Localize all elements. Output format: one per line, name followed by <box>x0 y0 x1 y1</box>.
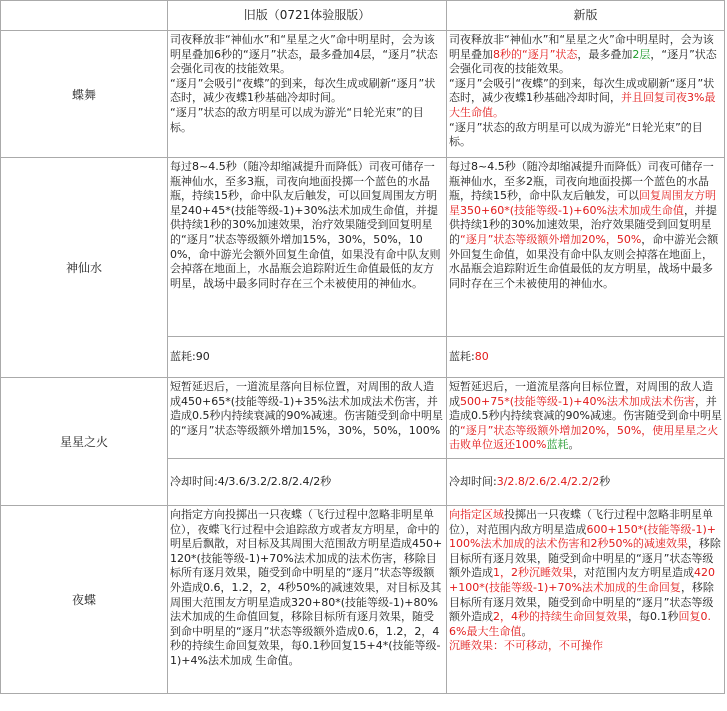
spark-new <box>447 378 725 459</box>
elixir-old-cost: 蓝耗:90 <box>168 337 447 378</box>
changed-text: 2，4秒的持续生命回复效果 <box>493 610 628 624</box>
header-new-version: 新版 <box>447 1 725 31</box>
changed-text: 回复0.6%最大生命值 <box>449 610 711 638</box>
text-segment: ，移除目标所有逐月效果，随受到命中明星的“逐月”状态等级额外造成 <box>449 580 714 624</box>
text-segment: “逐月”会吸引“夜蝶”的到来，每次生成或刷新“逐月”状态时，减少夜蝶1秒基础冷却时间， <box>449 76 715 105</box>
sleep-effect-note: 沉睡效果：不可移动，不可操作 <box>449 639 603 653</box>
changed-text: 8秒的“逐月”状态 <box>493 47 578 61</box>
changed-text: 1，2秒沉睡效果 <box>493 566 573 580</box>
butterfly-dance-new-p1 <box>449 33 722 77</box>
text-segment: ，“逐月”状态会强化司夜的技能效果。 <box>449 47 717 76</box>
spark-old-cooldown: 冷却时间:4/3.6/3.2/2.8/2.4/2秒 <box>168 459 447 506</box>
changed-text-green: 蓝耗 <box>546 438 569 452</box>
spark-new-cooldown <box>447 459 725 506</box>
butterfly-dance-new-p3: “逐月”状态的敌方明星可以成为游光“日轮光束”的目标。 <box>449 120 703 149</box>
text-segment: ，并提供持续1秒的30%加速效果，治疗效果随受到回复明星的 <box>449 203 717 246</box>
row-elixir <box>1 158 725 337</box>
changed-text: 600+150*(技能等级-1)+100%法术加成的法术伤害和2秒50%的减速效果 <box>449 522 716 551</box>
nerfed-text: 2层 <box>632 47 651 61</box>
text-segment: 投掷出一只夜蝶（飞行过程中忽略非明星单位），对范围内敌方明星造成 <box>449 508 713 536</box>
text-segment: ，并造成0.5秒内持续衰减的90%减速。伤害随受到命中明星的 <box>449 394 722 437</box>
changed-text: 3/2.8/2.6/2.4/2.2/2 <box>496 474 600 488</box>
row-butterfly-dance <box>1 31 725 158</box>
butterfly-dance-old-p3: “逐月”状态的敌方明星可以成为游光“日轮光束”的目标。 <box>170 105 424 134</box>
text-segment: 短暂延迟后，一道流星落向目标位置，对周围的敌人造成 <box>449 380 713 408</box>
skill-name-night-butterfly: 夜蝶 <box>1 506 168 694</box>
skill-name-spark: 星星之火 <box>1 378 168 506</box>
skill-name-elixir: 神仙水 <box>1 158 168 378</box>
text-segment: 每过8~4.5秒（随冷却缩减提升而降低）司夜可储存一瓶神仙水，至多2瓶，司夜向地面投掷一个蓝色的水晶瓶，持续15秒，命中队友后触发，可以 <box>449 160 714 203</box>
butterfly-dance-old-p2: “逐月”会吸引“夜蝶”的到来，每次生成或刷新“逐月”状态时，减少夜蝶1秒基础冷却时间。 <box>170 76 436 105</box>
changed-text: “逐月”状态等级额外增加20%，50% <box>460 232 642 246</box>
night-butterfly-new <box>447 506 725 694</box>
text-segment: 秒 <box>599 474 611 488</box>
text-segment: 。 <box>568 438 580 452</box>
text-segment: 。 <box>521 624 533 638</box>
text-segment: ，对范围内友方明星造成 <box>573 566 694 580</box>
butterfly-dance-new <box>447 31 725 158</box>
text-segment: ，最多叠加 <box>577 47 633 61</box>
elixir-new-cost <box>447 337 725 378</box>
header-row <box>1 1 725 31</box>
text-segment: ，命中游光会额外回复生命值，如果没有命中队友则会掉落在地面上，水晶瓶会追踪附近生命值最低的友方明星，战场中最多同时存在三个未被使用的神仙水。 <box>449 232 719 290</box>
night-butterfly-old: 向指定方向投掷出一只夜蝶（飞行过程中忽略非明星单位），夜蝶飞行过程中会追踪敌方或者友方明星，命中的明星后飘散，对目标及其周围大范围敌方明星造成450+120*(技能等级-1)+70%法术加成的法术伤害，移除目标所有逐月效果，随受到命中明星的“逐月”状态等级额外造成0.6，1.2，2，4秒50%的减速效果，对目标及其周围大范围友方明星造成320+80*(技能等级-1)+80%法术加成的生命值回复，移除目标所有逐月效果，随受到命中明星的“逐月”状态等级额外造成0.6，1.2，2，4秒的持续生命回复效果，每0.1秒回复15+4*(技能等级-1)+4%法术加成 生命值。 <box>168 506 447 694</box>
butterfly-dance-new-p2 <box>449 77 722 121</box>
row-night-butterfly <box>1 506 725 694</box>
changed-text: 回复周围友方明星350+60*(技能等级-1)+60%法术加成生命值 <box>449 189 716 217</box>
elixir-old: 每过8~4.5秒（随冷却缩减提升而降低）司夜可储存一瓶神仙水，至多3瓶，司夜向地面投掷一个蓝色的水晶瓶，持续15秒，命中队友后触发，可以回复周围友方明星240+45*(技能等级-1)+30%法术加成生命值，并提供持续1秒的30%加速效果，治疗效果随受到回复明星的“逐月”状态等级额外增加15%，30%，50%，100%，命中游光会额外回复生命值，如果没有命中队友则会掉落在地面上，水晶瓶会追踪附近生命值最低的友方明星，战场中最多同时存在三个未被使用的神仙水。 <box>168 158 447 337</box>
row-spark <box>1 378 725 459</box>
changed-text: 80 <box>474 349 489 363</box>
text-segment: 蓝耗: <box>449 349 475 363</box>
changed-text: “逐月”状态等级额外增加20%，50%，使用星星之火击败单位返还100% <box>449 423 719 452</box>
header-old-version: 旧版（0721体验服版） <box>168 1 447 31</box>
changed-text: 500+75*(技能等级-1)+40%法术加成法术伤害 <box>460 394 695 408</box>
text-segment: 司夜释放非“神仙水”和“星星之火”命中明星时，会为该明星叠加 <box>449 33 714 61</box>
text-segment: ，每0.1秒 <box>628 610 679 624</box>
text-segment: ，移除目标所有逐月效果，随受到命中明星的“逐月”状态等级额外造成 <box>449 537 721 580</box>
changed-text: 并且回复司夜3%最大生命值。 <box>449 91 716 119</box>
butterfly-dance-old <box>168 31 447 158</box>
elixir-new <box>447 158 725 337</box>
header-blank <box>1 1 168 31</box>
skill-name-butterfly-dance: 蝶舞 <box>1 31 168 158</box>
text-segment: 冷却时间: <box>449 474 497 488</box>
butterfly-dance-old-p1: 司夜释放非“神仙水”和“星星之火”命中明星时，会为该明星叠加6秒的“逐月”状态，最多叠加4层，“逐月”状态会强化司夜的技能效果。 <box>170 33 438 76</box>
changed-text: 420+100*(技能等级-1)+70%法术加成的生命回复 <box>449 566 715 594</box>
spark-old: 短暂延迟后，一道流星落向目标位置，对周围的敌人造成450+65*(技能等级-1)+35%法术加成法术伤害，并造成0.5秒内持续衰减的90%减速。伤害随受到命中明星的“逐月”状态等级额外增加15%，30%，50%，100% <box>168 378 447 459</box>
changed-text: 向指定区域 <box>449 508 504 521</box>
